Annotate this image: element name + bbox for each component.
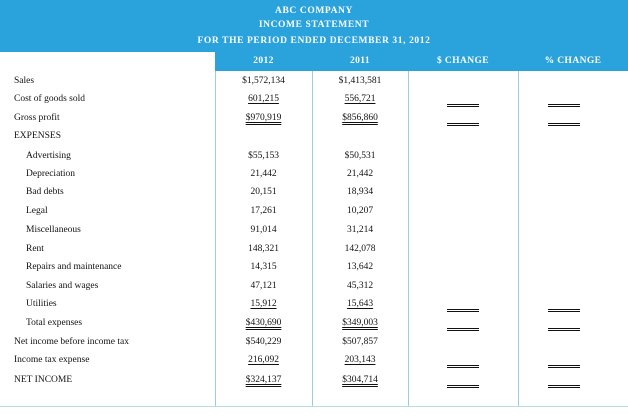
value-2011: $507,857 bbox=[342, 337, 378, 347]
statement-title: INCOME STATEMENT bbox=[258, 20, 370, 30]
value-2012: $1,572,134 bbox=[242, 76, 285, 86]
statement-header bbox=[0, 0, 628, 52]
dollar-change-blank bbox=[447, 104, 479, 107]
value-2012: 47,121 bbox=[250, 281, 277, 291]
row-label: Sales bbox=[14, 76, 35, 86]
value-2012: $430,690 bbox=[245, 318, 282, 328]
percent-change-blank bbox=[548, 365, 580, 368]
column-header-2011: 2011 bbox=[312, 52, 408, 71]
row-label: Advertising bbox=[26, 151, 71, 161]
value-2012: 14,315 bbox=[250, 262, 277, 272]
column-header-dollar-change: $ CHANGE bbox=[408, 52, 518, 71]
value-2012: $55,153 bbox=[248, 151, 279, 161]
value-2011: 203,143 bbox=[344, 355, 376, 365]
value-2012: 148,321 bbox=[248, 244, 279, 254]
value-2011: $50,531 bbox=[344, 151, 376, 161]
value-2011: 556,721 bbox=[344, 94, 376, 104]
row-label: Income tax expense bbox=[14, 355, 90, 365]
row-label: Salaries and wages bbox=[26, 281, 99, 291]
value-2012: 15,912 bbox=[250, 299, 277, 309]
column-header-2012: 2012 bbox=[215, 52, 312, 71]
value-2011: 10,207 bbox=[346, 206, 374, 216]
value-2012: 17,261 bbox=[250, 206, 277, 216]
value-2011: $1,413,581 bbox=[338, 76, 382, 86]
dollar-change-blank bbox=[447, 328, 479, 331]
percent-change-blank bbox=[548, 385, 580, 388]
column-divider bbox=[518, 71, 519, 407]
value-2011: 13,642 bbox=[346, 262, 374, 272]
company-name: ABC COMPANY bbox=[275, 6, 353, 16]
statement-period: FOR THE PERIOD ENDED DECEMBER 31, 2012 bbox=[197, 36, 431, 46]
value-2012: $540,229 bbox=[245, 337, 282, 347]
percent-change-blank bbox=[548, 328, 580, 331]
percent-change-blank bbox=[548, 309, 580, 312]
dollar-change-blank bbox=[447, 309, 479, 312]
row-label: Bad debts bbox=[26, 187, 64, 197]
value-2011: $349,003 bbox=[342, 318, 378, 328]
row-label: Total expenses bbox=[26, 318, 83, 328]
column-header-percent-change: % CHANGE bbox=[518, 52, 628, 71]
column-divider bbox=[408, 71, 409, 407]
value-2011: $856,860 bbox=[342, 113, 378, 123]
percent-change-blank bbox=[548, 123, 580, 126]
value-2012: $970,919 bbox=[245, 113, 282, 123]
table-bottom-border bbox=[0, 406, 628, 407]
dollar-change-blank bbox=[447, 365, 479, 368]
row-label: Net income before income tax bbox=[14, 337, 130, 347]
row-label: Cost of goods sold bbox=[14, 94, 85, 104]
value-2011: $304,714 bbox=[342, 375, 378, 385]
value-2011: 45,312 bbox=[346, 281, 374, 291]
value-2012: 601,215 bbox=[248, 94, 279, 104]
row-label: Rent bbox=[26, 244, 44, 254]
value-2012: $324,137 bbox=[245, 375, 282, 385]
row-label: EXPENSES bbox=[14, 131, 61, 141]
value-2012: 91,014 bbox=[250, 225, 277, 235]
value-2012: 20,151 bbox=[250, 187, 277, 197]
value-2011: 15,643 bbox=[346, 299, 374, 309]
dollar-change-blank bbox=[447, 385, 479, 388]
row-label: NET INCOME bbox=[14, 375, 73, 385]
percent-change-blank bbox=[548, 104, 580, 107]
value-2011: 18,934 bbox=[346, 187, 374, 197]
value-2011: 142,078 bbox=[344, 244, 376, 254]
row-label: Utilities bbox=[26, 299, 57, 309]
row-label: Depreciation bbox=[26, 169, 76, 179]
value-2011: 21,442 bbox=[346, 169, 374, 179]
value-2012: 216,092 bbox=[248, 355, 279, 365]
row-label: Legal bbox=[26, 206, 48, 216]
dollar-change-blank bbox=[447, 123, 479, 126]
row-label: Miscellaneous bbox=[26, 225, 81, 235]
value-2012: 21,442 bbox=[250, 169, 277, 179]
row-label: Gross profit bbox=[14, 113, 60, 123]
value-2011: 31,214 bbox=[346, 225, 374, 235]
row-label: Repairs and maintenance bbox=[26, 262, 122, 272]
